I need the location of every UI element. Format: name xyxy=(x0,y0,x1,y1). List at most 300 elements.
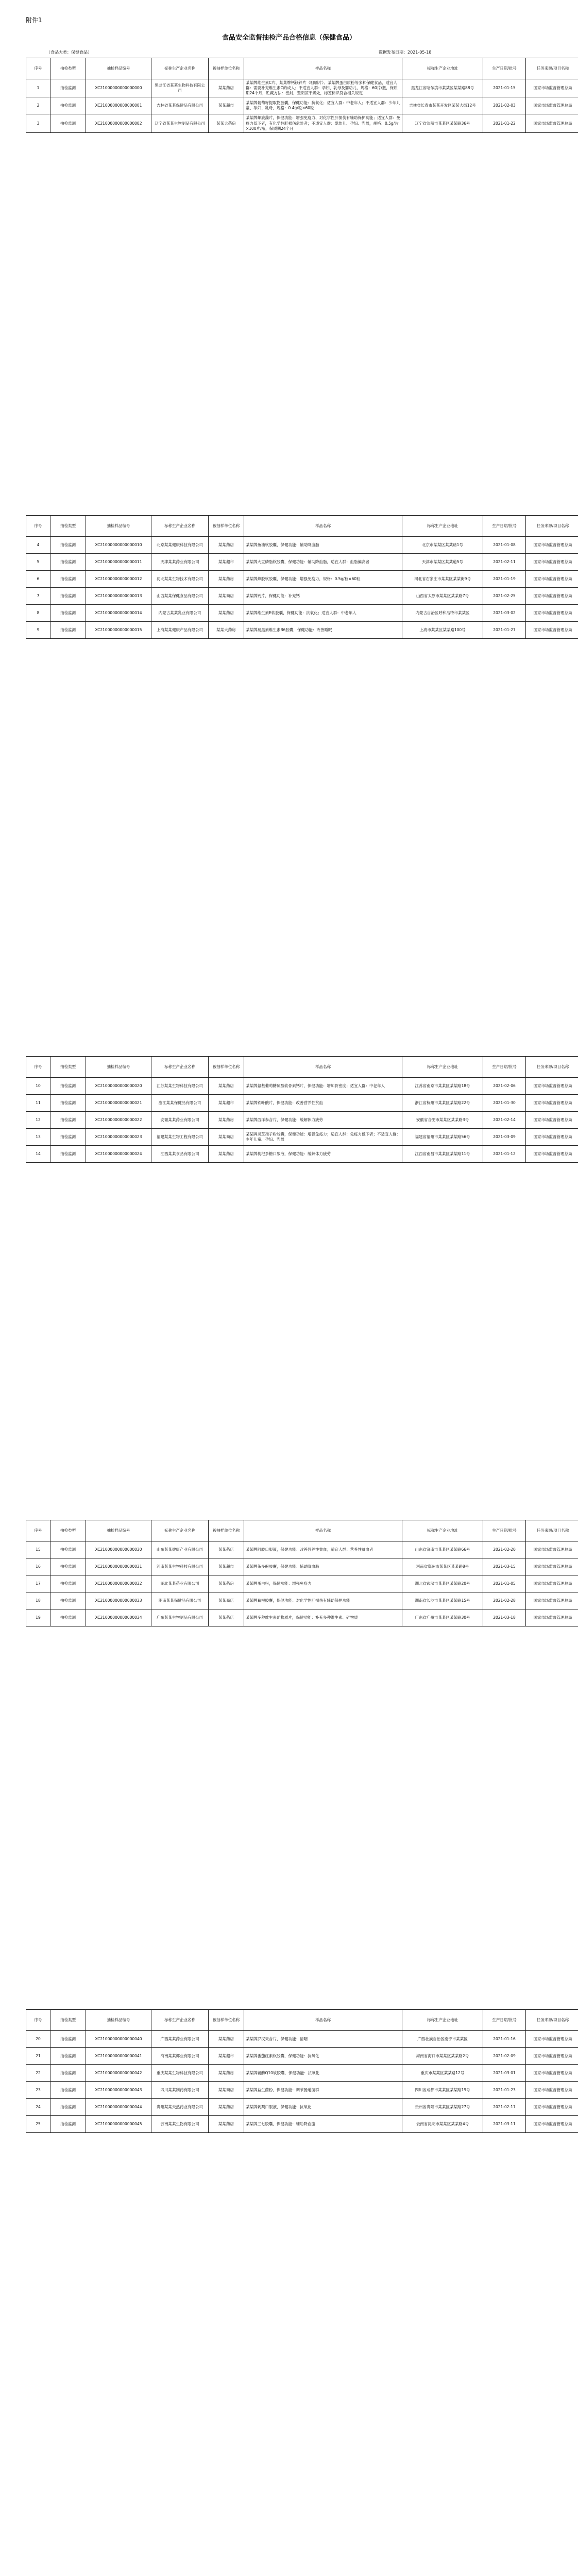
cell-sampler: 某某药店 xyxy=(209,1078,244,1095)
cell-sampler: 某某药店 xyxy=(209,537,244,554)
table-row xyxy=(26,79,578,97)
cell-code: XC21000000000000014 xyxy=(86,605,151,622)
cell-code: XC21000000000000001 xyxy=(86,97,151,114)
cell-date: 2021-02-25 xyxy=(483,588,526,605)
cell-source: 国家市场监督管理总局 xyxy=(526,2048,578,2065)
cell-no: 17 xyxy=(26,1575,50,1592)
cell-sampler: 某某药店 xyxy=(209,2099,244,2116)
cell-code: XC21000000000000013 xyxy=(86,588,151,605)
cell-date: 2021-02-28 xyxy=(483,1592,526,1609)
cell-date: 2021-02-09 xyxy=(483,2048,526,2065)
cell-code: XC21000000000000021 xyxy=(86,1095,151,1112)
cell-product: 某某牌枸杞多糖口服液，保健功能：缓解体力疲劳 xyxy=(244,1146,402,1163)
cell-product: 某某牌番茄红素软胶囊，保健功能：抗氧化 xyxy=(244,2048,402,2065)
cell-no: 21 xyxy=(26,2048,50,2065)
cell-date: 2021-01-27 xyxy=(483,622,526,639)
cell-address: 天津市某某区某某道5号 xyxy=(402,554,483,571)
cell-type: 抽检监测 xyxy=(50,1592,86,1609)
cell-company: 吉林省某某保健品有限公司 xyxy=(151,97,209,114)
cell-source: 国家市场监督管理总局 xyxy=(526,1575,578,1592)
cell-no: 7 xyxy=(26,588,50,605)
cell-company: 河南某某生物科技有限公司 xyxy=(151,1558,209,1575)
cell-type: 抽检监测 xyxy=(50,1609,86,1626)
cell-no: 4 xyxy=(26,537,50,554)
column-header: 标称生产企业名称 xyxy=(151,516,209,537)
table-row xyxy=(26,2048,578,2065)
cell-address: 山西省太原市某某区某某路7号 xyxy=(402,588,483,605)
cell-product: 某某牌葛根胶囊，保健功能：对化学性肝损伤有辅助保护功能 xyxy=(244,1592,402,1609)
column-header: 序号 xyxy=(26,1057,50,1078)
cell-date: 2021-01-15 xyxy=(483,79,526,97)
table-row xyxy=(26,1112,578,1129)
cell-company: 浙江某某保健品有限公司 xyxy=(151,1095,209,1112)
table-row xyxy=(26,622,578,639)
cell-source: 国家市场监督管理总局 xyxy=(526,1112,578,1129)
document-title: 食品安全监督抽检产品合格信息（保健食品） xyxy=(222,34,356,42)
table-row xyxy=(26,1609,578,1626)
cell-date: 2021-02-03 xyxy=(483,97,526,114)
cell-type: 抽检监测 xyxy=(50,622,86,639)
cell-date: 2021-01-16 xyxy=(483,2031,526,2048)
table-row xyxy=(26,1129,578,1146)
cell-no: 9 xyxy=(26,622,50,639)
cell-no: 18 xyxy=(26,1592,50,1609)
column-header: 标称生产企业名称 xyxy=(151,1057,209,1078)
cell-address: 重庆市某某区某某路12号 xyxy=(402,2065,483,2082)
cell-sampler: 某某商店 xyxy=(209,2082,244,2099)
column-header: 样品名称 xyxy=(244,516,402,537)
cell-address: 黑龙江省哈尔滨市某某区某某路88号 xyxy=(402,79,483,97)
cell-company: 山西某某保健食品有限公司 xyxy=(151,588,209,605)
cell-type: 抽检监测 xyxy=(50,1078,86,1095)
cell-sampler: 某某药店 xyxy=(209,79,244,97)
column-header: 生产日期/批号 xyxy=(483,58,526,79)
table-row xyxy=(26,2065,578,2082)
cell-company: 湖北某某药业有限公司 xyxy=(151,1575,209,1592)
cell-no: 5 xyxy=(26,554,50,571)
column-header: 生产日期/批号 xyxy=(483,2010,526,2031)
cell-product: 某某牌罗汉果含片，保健功能：清咽 xyxy=(244,2031,402,2048)
cell-code: XC21000000000000042 xyxy=(86,2065,151,2082)
cell-address: 海南省海口市某某区某某路2号 xyxy=(402,2048,483,2065)
column-header: 抽检样品编号 xyxy=(86,1520,151,1541)
cell-product: 某某牌氨基葡萄糖硫酸软骨素钙片，保健功能：增加骨密度；适宜人群：中老年人 xyxy=(244,1078,402,1095)
column-header: 标称生产企业地址 xyxy=(402,1520,483,1541)
column-header: 序号 xyxy=(26,2010,50,2031)
cell-no: 10 xyxy=(26,1078,50,1095)
column-header: 抽检样品编号 xyxy=(86,516,151,537)
column-header: 被抽样单位名称 xyxy=(209,58,244,79)
category-note: （食品大类：保健食品） xyxy=(46,50,92,55)
cell-address: 广东省广州市某某区某某路30号 xyxy=(402,1609,483,1626)
cell-product: 某某牌鱼油软胶囊，保健功能：辅助降血脂 xyxy=(244,537,402,554)
cell-no: 24 xyxy=(26,2099,50,2116)
cell-date: 2021-03-18 xyxy=(483,1609,526,1626)
cell-company: 辽宁省某某生物制品有限公司 xyxy=(151,114,209,132)
cell-code: XC21000000000000045 xyxy=(86,2116,151,2133)
cell-sampler: 某某大药房 xyxy=(209,114,244,132)
cell-type: 抽检监测 xyxy=(50,537,86,554)
cell-sampler: 某某超市 xyxy=(209,97,244,114)
cell-sampler: 某某药房 xyxy=(209,1112,244,1129)
cell-company: 北京某某健康科技有限公司 xyxy=(151,537,209,554)
cell-product: 某某牌灵芝孢子粉胶囊，保健功能：增强免疫力；适宜人群：免疫力低下者；不适宜人群：少年儿童、孕妇、乳母 xyxy=(244,1129,402,1146)
table-page-5 xyxy=(26,2009,572,2133)
cell-type: 抽检监测 xyxy=(50,1575,86,1592)
cell-code: XC21000000000000000 xyxy=(86,79,151,97)
column-header: 标称生产企业地址 xyxy=(402,516,483,537)
cell-sampler: 某某大药房 xyxy=(209,622,244,639)
cell-code: XC21000000000000030 xyxy=(86,1541,151,1558)
table-row xyxy=(26,537,578,554)
cell-source: 国家市场监督管理总局 xyxy=(526,1129,578,1146)
cell-address: 江苏省南京市某某区某某路18号 xyxy=(402,1078,483,1095)
cell-date: 2021-03-09 xyxy=(483,1129,526,1146)
cell-source: 国家市场监督管理总局 xyxy=(526,605,578,622)
cell-no: 25 xyxy=(26,2116,50,2133)
column-header: 序号 xyxy=(26,58,50,79)
table-row xyxy=(26,1592,578,1609)
column-header: 抽检类型 xyxy=(50,2010,86,2031)
cell-address: 北京市某某区某某路1号 xyxy=(402,537,483,554)
cell-no: 13 xyxy=(26,1129,50,1146)
column-header: 样品名称 xyxy=(244,1520,402,1541)
cell-company: 山东某某健康产业有限公司 xyxy=(151,1541,209,1558)
table-row xyxy=(26,97,578,114)
table-page-4 xyxy=(26,1520,572,1626)
table-page-3 xyxy=(26,1056,572,1163)
cell-code: XC21000000000000022 xyxy=(86,1112,151,1129)
column-header: 任务来源/项目名称 xyxy=(526,2010,578,2031)
cell-no: 2 xyxy=(26,97,50,114)
cell-sampler: 某某药店 xyxy=(209,2031,244,2048)
cell-address: 四川省成都市某某区某某路19号 xyxy=(402,2082,483,2099)
cell-date: 2021-01-05 xyxy=(483,1575,526,1592)
cell-company: 广西某某药业有限公司 xyxy=(151,2031,209,2048)
table-header-row xyxy=(26,1520,578,1541)
cell-code: XC21000000000000012 xyxy=(86,571,151,588)
cell-date: 2021-01-23 xyxy=(483,2082,526,2099)
column-header: 抽检类型 xyxy=(50,1057,86,1078)
cell-code: XC21000000000000002 xyxy=(86,114,151,132)
cell-no: 6 xyxy=(26,571,50,588)
cell-source: 国家市场监督管理总局 xyxy=(526,1095,578,1112)
cell-code: XC21000000000000023 xyxy=(86,1129,151,1146)
cell-no: 3 xyxy=(26,114,50,132)
attachment-label: 附件1 xyxy=(26,16,42,24)
cell-product: 某某牌维生素E软胶囊，保健功能：抗氧化；适宜人群：中老年人 xyxy=(244,605,402,622)
cell-product: 某某牌刺梨口服液，保健功能：抗氧化 xyxy=(244,2099,402,2116)
cell-code: XC21000000000000015 xyxy=(86,622,151,639)
table-row xyxy=(26,571,578,588)
cell-source: 国家市场监督管理总局 xyxy=(526,554,578,571)
cell-date: 2021-02-11 xyxy=(483,554,526,571)
column-header: 任务来源/项目名称 xyxy=(526,1057,578,1078)
cell-product: 某某牌三七胶囊，保健功能：辅助降血脂 xyxy=(244,2116,402,2133)
cell-sampler: 某某药房 xyxy=(209,1575,244,1592)
cell-type: 抽检监测 xyxy=(50,2048,86,2065)
column-header: 序号 xyxy=(26,516,50,537)
cell-address: 福建省福州市某某区某某路56号 xyxy=(402,1129,483,1146)
cell-code: XC21000000000000043 xyxy=(86,2082,151,2099)
cell-type: 抽检监测 xyxy=(50,1146,86,1163)
cell-code: XC21000000000000031 xyxy=(86,1558,151,1575)
table-row xyxy=(26,2116,578,2133)
cell-date: 2021-03-15 xyxy=(483,1558,526,1575)
cell-company: 重庆某某生物科技有限公司 xyxy=(151,2065,209,2082)
table-row xyxy=(26,1558,578,1575)
cell-no: 11 xyxy=(26,1095,50,1112)
inspection-table xyxy=(26,1520,578,1626)
cell-company: 湖南某某保健品有限公司 xyxy=(151,1592,209,1609)
cell-address: 贵州省贵阳市某某区某某路27号 xyxy=(402,2099,483,2116)
cell-company: 福建某某生物工程有限公司 xyxy=(151,1129,209,1146)
table-header-row xyxy=(26,516,578,537)
cell-sampler: 某某药店 xyxy=(209,605,244,622)
cell-product: 某某牌褪黑素维生素B6胶囊，保健功能：改善睡眠 xyxy=(244,622,402,639)
cell-no: 19 xyxy=(26,1609,50,1626)
cell-product: 某某牌钙片，保健功能：补充钙 xyxy=(244,588,402,605)
column-header: 抽检类型 xyxy=(50,516,86,537)
cell-product: 某某牌蛋白粉，保健功能：增强免疫力 xyxy=(244,1575,402,1592)
column-header: 生产日期/批号 xyxy=(483,516,526,537)
column-header: 任务来源/项目名称 xyxy=(526,1520,578,1541)
cell-product: 某某牌蜂胶软胶囊，保健功能：增强免疫力，规格：0.5g/粒×60粒 xyxy=(244,571,402,588)
cell-date: 2021-01-12 xyxy=(483,1146,526,1163)
inspection-table xyxy=(26,1056,578,1163)
cell-company: 内蒙古某某乳业有限公司 xyxy=(151,605,209,622)
cell-code: XC21000000000000024 xyxy=(86,1146,151,1163)
cell-sampler: 某某药房 xyxy=(209,2065,244,2082)
column-header: 样品名称 xyxy=(244,58,402,79)
cell-sampler: 某某药店 xyxy=(209,2116,244,2133)
cell-product: 某某牌辅酶Q10软胶囊，保健功能：抗氧化 xyxy=(244,2065,402,2082)
cell-source: 国家市场监督管理总局 xyxy=(526,571,578,588)
cell-type: 抽检监测 xyxy=(50,1558,86,1575)
cell-type: 抽检监测 xyxy=(50,1129,86,1146)
column-header: 被抽样单位名称 xyxy=(209,516,244,537)
cell-source: 国家市场监督管理总局 xyxy=(526,588,578,605)
table-row xyxy=(26,114,578,132)
cell-type: 抽检监测 xyxy=(50,1541,86,1558)
column-header: 被抽样单位名称 xyxy=(209,1057,244,1078)
cell-source: 国家市场监督管理总局 xyxy=(526,2031,578,2048)
cell-code: XC21000000000000032 xyxy=(86,1575,151,1592)
cell-date: 2021-01-30 xyxy=(483,1095,526,1112)
cell-date: 2021-02-14 xyxy=(483,1112,526,1129)
cell-company: 贵州某某天然药业有限公司 xyxy=(151,2099,209,2116)
column-header: 抽检样品编号 xyxy=(86,58,151,79)
cell-source: 国家市场监督管理总局 xyxy=(526,2065,578,2082)
column-header: 标称生产企业地址 xyxy=(402,1057,483,1078)
cell-company: 安徽某某药业有限公司 xyxy=(151,1112,209,1129)
cell-sampler: 某某药店 xyxy=(209,1609,244,1626)
cell-source: 国家市场监督管理总局 xyxy=(526,2099,578,2116)
cell-date: 2021-03-11 xyxy=(483,2116,526,2133)
column-header: 生产日期/批号 xyxy=(483,1057,526,1078)
cell-date: 2021-03-01 xyxy=(483,2065,526,2082)
table-header-row xyxy=(26,1057,578,1078)
cell-company: 河北某某生物技术有限公司 xyxy=(151,571,209,588)
cell-type: 抽检监测 xyxy=(50,554,86,571)
column-header: 被抽样单位名称 xyxy=(209,2010,244,2031)
cell-date: 2021-01-22 xyxy=(483,114,526,132)
cell-code: XC21000000000000040 xyxy=(86,2031,151,2048)
cell-product: 某某牌维生素C片、某某牌钙镁锌片（咀嚼片）、某某牌蛋白质粉等多种保健食品，适宜人群：需要补充维生素C的成人；不适宜人群：孕妇、乳母及婴幼儿，规格：60片/瓶，保质期24个月，贮藏方法：密封，置阴凉干燥处，标签标识符合相关规定 xyxy=(244,79,402,97)
cell-no: 1 xyxy=(26,79,50,97)
cell-type: 抽检监测 xyxy=(50,588,86,605)
cell-product: 某某牌西洋参含片，保健功能：缓解体力疲劳 xyxy=(244,1112,402,1129)
column-header: 样品名称 xyxy=(244,2010,402,2031)
cell-address: 河南省郑州市某某区某某路8号 xyxy=(402,1558,483,1575)
cell-no: 14 xyxy=(26,1146,50,1163)
cell-sampler: 某某药店 xyxy=(209,1541,244,1558)
cell-type: 抽检监测 xyxy=(50,2082,86,2099)
cell-address: 安徽省合肥市某某区某某路3号 xyxy=(402,1112,483,1129)
cell-company: 广东某某生物制品有限公司 xyxy=(151,1609,209,1626)
table-row xyxy=(26,2099,578,2116)
inspection-table xyxy=(26,58,578,133)
cell-type: 抽检监测 xyxy=(50,2031,86,2048)
cell-address: 江西省南昌市某某区某某路11号 xyxy=(402,1146,483,1163)
cell-code: XC21000000000000041 xyxy=(86,2048,151,2065)
cell-address: 吉林省长春市某某开发区某某大街12号 xyxy=(402,97,483,114)
cell-address: 上海市某某区某某路100号 xyxy=(402,622,483,639)
cell-type: 抽检监测 xyxy=(50,79,86,97)
cell-company: 黑龙江省某某生物科技有限公司 xyxy=(151,79,209,97)
cell-date: 2021-02-06 xyxy=(483,1078,526,1095)
cell-product: 某某牌茶多酚胶囊，保健功能：辅助降血脂 xyxy=(244,1558,402,1575)
cell-source: 国家市场监督管理总局 xyxy=(526,1541,578,1558)
inspection-table xyxy=(26,2009,578,2133)
table-header-row xyxy=(26,2010,578,2031)
cell-sampler: 某某超市 xyxy=(209,2048,244,2065)
cell-product: 某某牌多种维生素矿物质片，保健功能：补充多种维生素、矿物质 xyxy=(244,1609,402,1626)
cell-sampler: 某某商店 xyxy=(209,1592,244,1609)
cell-product: 某某牌螺旋藻片，保健功能：增强免疫力、对化学性肝损伤有辅助保护功能；适宜人群：免疫力低下者，有化学性肝损伤危险者；不适宜人群：婴幼儿、孕妇、乳母，规格：0.5g/片×100片/瓶，保质期24个月 xyxy=(244,114,402,132)
cell-source: 国家市场监督管理总局 xyxy=(526,79,578,97)
cell-no: 8 xyxy=(26,605,50,622)
cell-sampler: 某某超市 xyxy=(209,1095,244,1112)
cell-no: 20 xyxy=(26,2031,50,2048)
cell-type: 抽检监测 xyxy=(50,571,86,588)
column-header: 标称生产企业地址 xyxy=(402,2010,483,2031)
table-row xyxy=(26,588,578,605)
cell-company: 上海某某健康产品有限公司 xyxy=(151,622,209,639)
column-header: 任务来源/项目名称 xyxy=(526,58,578,79)
table-row xyxy=(26,554,578,571)
cell-source: 国家市场监督管理总局 xyxy=(526,1078,578,1095)
cell-sampler: 某某药房 xyxy=(209,571,244,588)
cell-source: 国家市场监督管理总局 xyxy=(526,2082,578,2099)
cell-type: 抽检监测 xyxy=(50,97,86,114)
cell-sampler: 某某商店 xyxy=(209,1129,244,1146)
publish-date-note: 数据发布日期：2021-05-18 xyxy=(379,50,432,55)
cell-company: 江西某某食品有限公司 xyxy=(151,1146,209,1163)
cell-source: 国家市场监督管理总局 xyxy=(526,2116,578,2133)
table-row xyxy=(26,1541,578,1558)
cell-company: 海南某某椰业有限公司 xyxy=(151,2048,209,2065)
cell-address: 浙江省杭州市某某区某某路22号 xyxy=(402,1095,483,1112)
cell-date: 2021-03-02 xyxy=(483,605,526,622)
cell-source: 国家市场监督管理总局 xyxy=(526,1146,578,1163)
cell-code: XC21000000000000033 xyxy=(86,1592,151,1609)
cell-type: 抽检监测 xyxy=(50,1112,86,1129)
column-header: 序号 xyxy=(26,1520,50,1541)
table-row xyxy=(26,1078,578,1095)
cell-type: 抽检监测 xyxy=(50,2116,86,2133)
cell-date: 2021-02-17 xyxy=(483,2099,526,2116)
column-header: 标称生产企业名称 xyxy=(151,58,209,79)
cell-product: 某某牌益生菌粉，保健功能：调节肠道菌群 xyxy=(244,2082,402,2099)
cell-product: 某某牌葡萄籽提取物胶囊，保健功能：抗氧化；适宜人群：中老年人；不适宜人群：少年儿童、孕妇、乳母，规格：0.4g/粒×60粒 xyxy=(244,97,402,114)
cell-no: 16 xyxy=(26,1558,50,1575)
cell-type: 抽检监测 xyxy=(50,605,86,622)
cell-source: 国家市场监督管理总局 xyxy=(526,622,578,639)
cell-address: 辽宁省沈阳市某某区某某路36号 xyxy=(402,114,483,132)
cell-source: 国家市场监督管理总局 xyxy=(526,1592,578,1609)
cell-address: 云南省昆明市某某区某某路4号 xyxy=(402,2116,483,2133)
cell-code: XC21000000000000034 xyxy=(86,1609,151,1626)
column-header: 被抽样单位名称 xyxy=(209,1520,244,1541)
cell-address: 湖北省武汉市某某区某某路20号 xyxy=(402,1575,483,1592)
cell-address: 河北省石家庄市某某区某某街9号 xyxy=(402,571,483,588)
column-header: 任务来源/项目名称 xyxy=(526,516,578,537)
column-header: 样品名称 xyxy=(244,1057,402,1078)
cell-sampler: 某某超市 xyxy=(209,554,244,571)
column-header: 标称生产企业名称 xyxy=(151,2010,209,2031)
cell-type: 抽检监测 xyxy=(50,2099,86,2116)
cell-company: 四川某某制药有限公司 xyxy=(151,2082,209,2099)
column-header: 标称生产企业地址 xyxy=(402,58,483,79)
cell-date: 2021-02-20 xyxy=(483,1541,526,1558)
column-header: 抽检类型 xyxy=(50,1520,86,1541)
column-header: 抽检类型 xyxy=(50,58,86,79)
cell-type: 抽检监测 xyxy=(50,114,86,132)
cell-source: 国家市场监督管理总局 xyxy=(526,537,578,554)
cell-no: 12 xyxy=(26,1112,50,1129)
table-row xyxy=(26,1575,578,1592)
table-page-1 xyxy=(26,58,572,133)
cell-no: 23 xyxy=(26,2082,50,2099)
cell-company: 江苏某某生物科技有限公司 xyxy=(151,1078,209,1095)
cell-source: 国家市场监督管理总局 xyxy=(526,97,578,114)
cell-sampler: 某某药店 xyxy=(209,1146,244,1163)
cell-address: 山东省济南市某某区某某路66号 xyxy=(402,1541,483,1558)
cell-source: 国家市场监督管理总局 xyxy=(526,114,578,132)
column-header: 标称生产企业名称 xyxy=(151,1520,209,1541)
cell-no: 22 xyxy=(26,2065,50,2082)
cell-product: 某某牌铁叶酸片，保健功能：改善营养性贫血 xyxy=(244,1095,402,1112)
cell-company: 天津某某药业有限公司 xyxy=(151,554,209,571)
cell-product: 某某牌阿胶口服液，保健功能：改善营养性贫血；适宜人群：营养性贫血者 xyxy=(244,1541,402,1558)
table-row xyxy=(26,1095,578,1112)
cell-no: 15 xyxy=(26,1541,50,1558)
table-header-row xyxy=(26,58,578,79)
cell-type: 抽检监测 xyxy=(50,2065,86,2082)
cell-company: 云南某某生物有限公司 xyxy=(151,2116,209,2133)
table-row xyxy=(26,605,578,622)
cell-date: 2021-01-08 xyxy=(483,537,526,554)
cell-address: 广西壮族自治区南宁市某某区 xyxy=(402,2031,483,2048)
column-header: 生产日期/批号 xyxy=(483,1520,526,1541)
cell-code: XC21000000000000010 xyxy=(86,537,151,554)
table-row xyxy=(26,1146,578,1163)
table-page-2 xyxy=(26,515,572,639)
cell-address: 内蒙古自治区呼和浩特市某某区 xyxy=(402,605,483,622)
cell-code: XC21000000000000011 xyxy=(86,554,151,571)
cell-source: 国家市场监督管理总局 xyxy=(526,1609,578,1626)
